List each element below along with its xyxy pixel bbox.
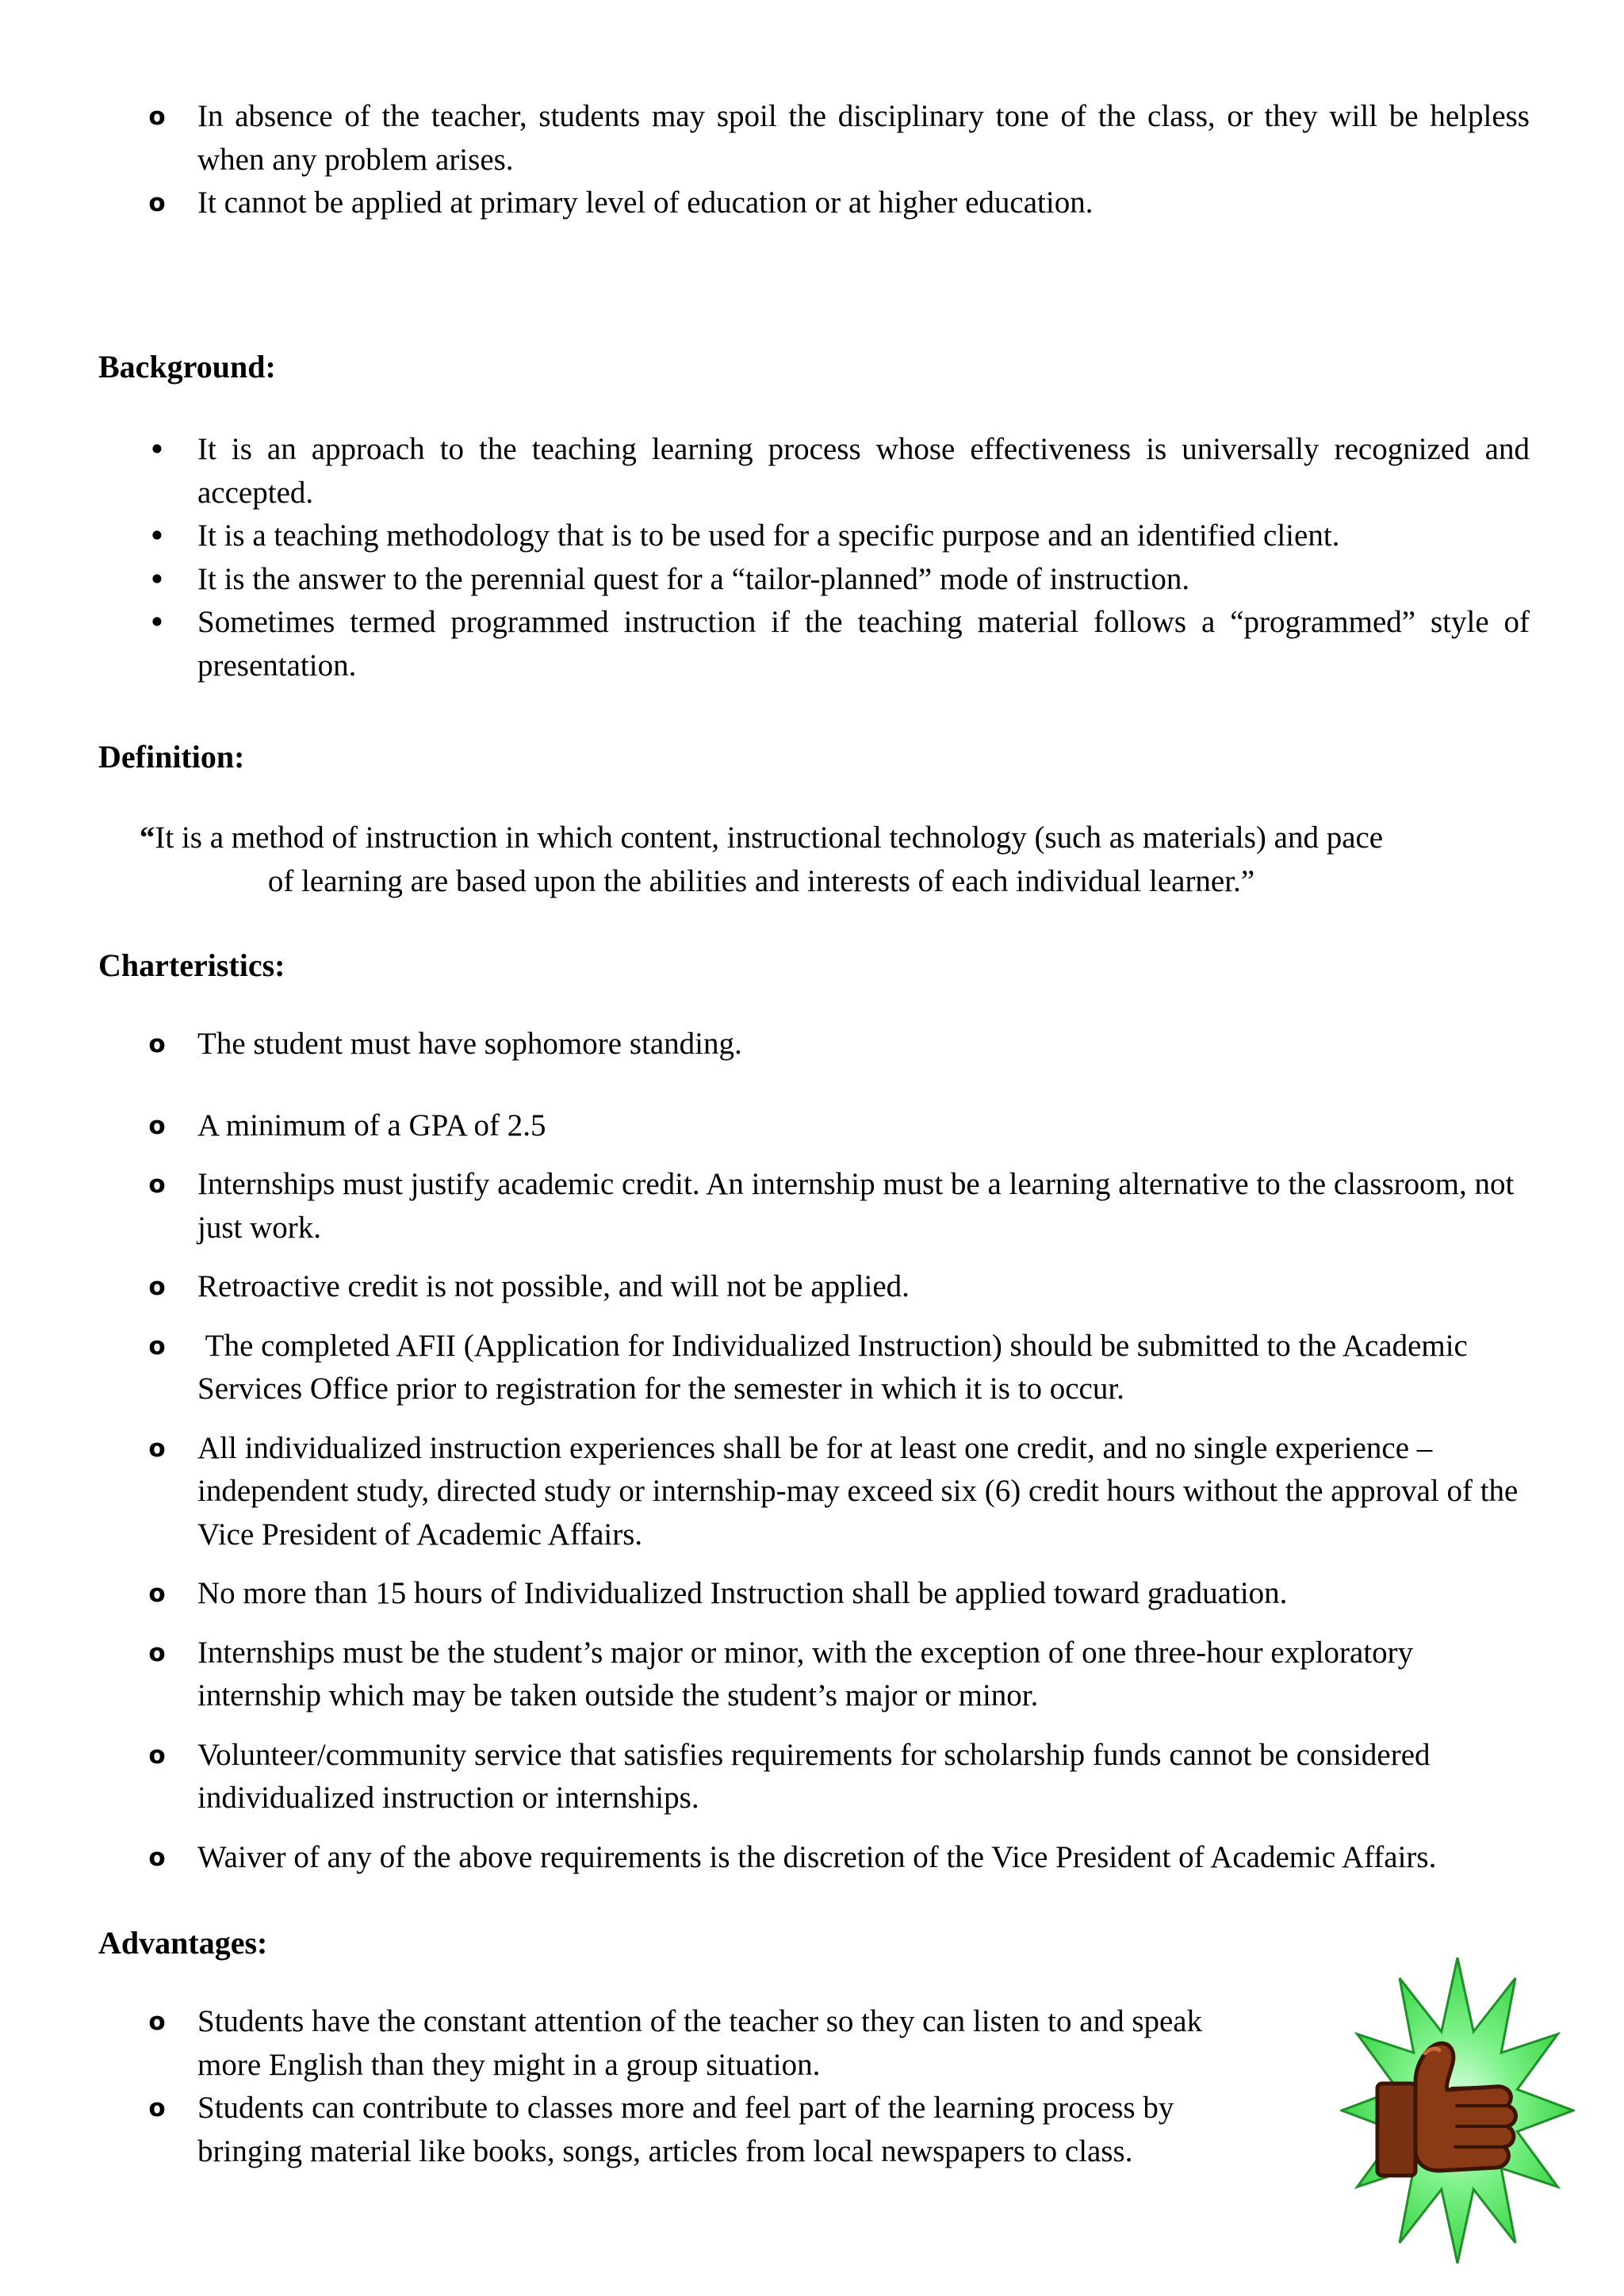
list-item: o It cannot be applied at primary level of education or at higher education. bbox=[0, 182, 1530, 225]
characteristics-heading: Charteristics: bbox=[98, 947, 285, 983]
thumbs-up-star-icon bbox=[1340, 1952, 1575, 2269]
intro-list bbox=[0, 95, 1530, 225]
advantages-heading: Advantages: bbox=[98, 1925, 268, 1961]
list-item: o Students can contribute to classes more and feel part of the learning process by bringing material like books, songs, articles from local newspapers to class. bbox=[0, 2087, 1268, 2173]
advantages-list bbox=[0, 2000, 1268, 2173]
circle-bullet-icon: o bbox=[148, 1030, 166, 1058]
list-item: o Students have the constant attention of the teacher so they can listen to and speak more English than they might in a group situation. bbox=[0, 2000, 1268, 2087]
list-item: o The student must have sophomore standing. bbox=[0, 1023, 1530, 1066]
list-item: o Internships must be the student’s major or minor, with the exception of one three-hour exploratory internship which may be taken outside the student’s major or minor. bbox=[0, 1632, 1530, 1718]
disc-bullet-icon: • bbox=[147, 519, 167, 553]
list-item: o In absence of the teacher, students may spoil the disciplinary tone of the class, or they will be helpless when any problem arises. bbox=[0, 95, 1530, 182]
circle-bullet-icon: o bbox=[148, 1638, 166, 1667]
definition-text: It is a method of instruction in which content, instructional technology (such as materials) and pace of learning are based upon the abilities and interests of each individual learner.” bbox=[155, 821, 1384, 898]
background-list bbox=[0, 428, 1530, 687]
circle-bullet-icon: o bbox=[148, 1740, 166, 1770]
circle-bullet-icon: o bbox=[148, 1111, 166, 1140]
list-item: • It is an approach to the teaching learning process whose effectiveness is universally recognized and accepted. bbox=[0, 428, 1530, 515]
list-item: o No more than 15 hours of Individualized Instruction shall be applied toward graduation. bbox=[0, 1572, 1530, 1616]
circle-bullet-icon: o bbox=[148, 1170, 166, 1199]
disc-bullet-icon: • bbox=[147, 605, 167, 640]
list-item: o Volunteer/community service that satisfies requirements for scholarship funds cannot be considered individualized instruction or internships. bbox=[0, 1734, 1530, 1820]
circle-bullet-icon: o bbox=[148, 1843, 166, 1872]
list-item: o All individualized instruction experiences shall be for at least one credit, and no single experience – independent study, directed study or internship-may exceed six (6) credit hours without the approval of the Vice President of Academic Affairs. bbox=[0, 1427, 1530, 1557]
circle-bullet-icon: o bbox=[148, 102, 166, 131]
disc-bullet-icon: • bbox=[147, 432, 167, 467]
list-item: o Waiver of any of the above requirements is the discretion of the Vice President of Academic Affairs. bbox=[0, 1836, 1530, 1880]
disc-bullet-icon: • bbox=[147, 561, 167, 597]
circle-bullet-icon: o bbox=[148, 2007, 166, 2036]
circle-bullet-icon: o bbox=[148, 189, 166, 217]
list-item: • Sometimes termed programmed instruction if the teaching material follows a “programmed” style of presentation. bbox=[0, 601, 1530, 687]
list-item: o The completed AFII (Application for Individualized Instruction) should be submitted to the Academic Services Office prior to registration for the semester in which it is to occur. bbox=[0, 1325, 1530, 1411]
list-item: o Retroactive credit is not possible, and will not be applied. bbox=[0, 1265, 1530, 1309]
background-heading: Background: bbox=[98, 349, 276, 385]
circle-bullet-icon: o bbox=[148, 1433, 166, 1463]
list-item: o A minimum of a GPA of 2.5 bbox=[0, 1104, 1530, 1148]
circle-bullet-icon: o bbox=[148, 1579, 166, 1608]
list-item: • It is a teaching methodology that is to be used for a specific purpose and an identified client. bbox=[0, 515, 1530, 558]
circle-bullet-icon: o bbox=[148, 1272, 166, 1301]
circle-bullet-icon: o bbox=[148, 2094, 166, 2122]
list-item: o Internships must justify academic credit. An internship must be a learning alternative to the classroom, not just work. bbox=[0, 1163, 1530, 1249]
definition-heading: Definition: bbox=[98, 739, 245, 775]
list-item: • It is the answer to the perennial quest for a “tailor-planned” mode of instruction. bbox=[0, 558, 1530, 602]
open-quote: “ bbox=[139, 821, 155, 855]
circle-bullet-icon: o bbox=[148, 1331, 166, 1360]
characteristics-list bbox=[0, 1023, 1530, 1879]
definition-quote bbox=[127, 817, 1396, 903]
